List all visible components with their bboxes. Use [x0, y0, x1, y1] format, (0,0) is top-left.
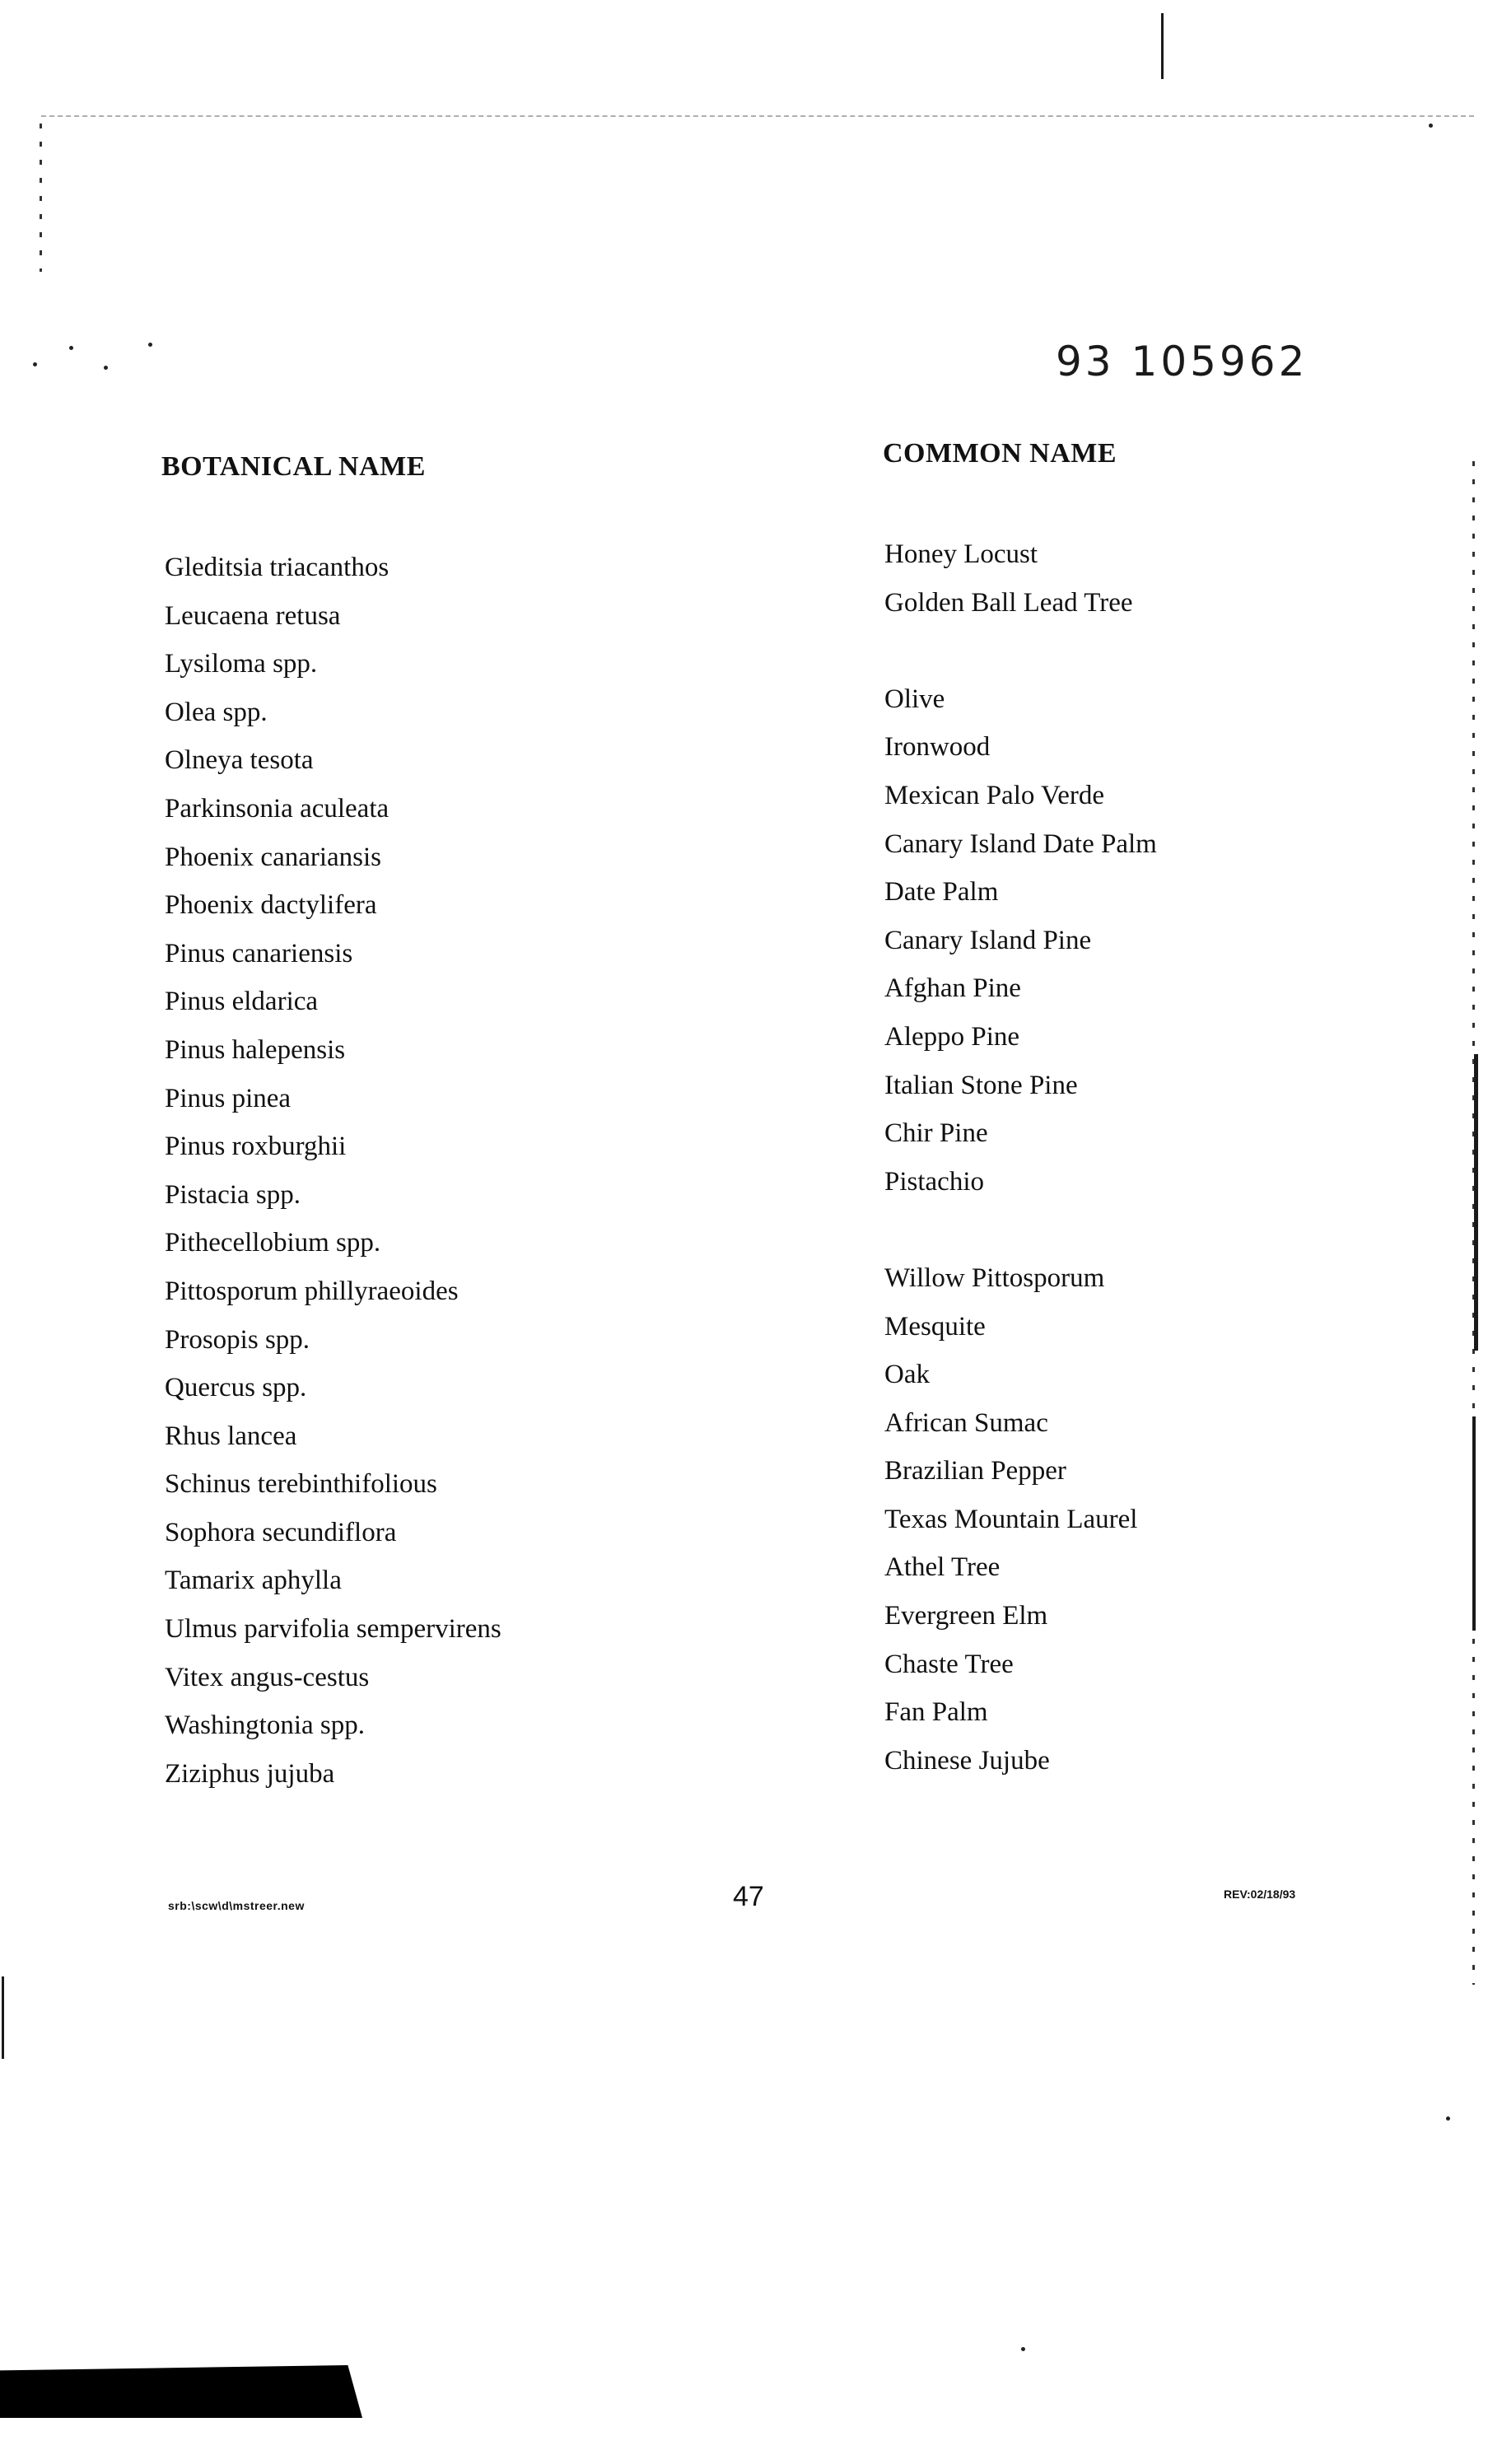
scan-speck — [1021, 2347, 1025, 2351]
common-name-item: Chir Pine — [884, 1118, 988, 1149]
scan-speck — [1446, 2116, 1450, 2121]
botanical-name-item: Leucaena retusa — [165, 600, 341, 631]
botanical-name-item: Ulmus parvifolia sempervirens — [165, 1614, 501, 1645]
botanical-name-item: Pistacia spp. — [165, 1179, 301, 1210]
botanical-name-list — [165, 550, 501, 1804]
scan-artifact-black-bar — [0, 2365, 362, 2418]
botanical-name-item: Pinus halepensis — [165, 1034, 346, 1065]
common-name-item — [884, 1212, 1157, 1261]
botanical-name-item: Tamarix aphylla — [165, 1566, 342, 1596]
footer-revision: REV:02/18/93 — [1224, 1888, 1296, 1901]
botanical-name-item: Parkinsonia aculeata — [165, 793, 389, 824]
botanical-name-item: Pinus canariensis — [165, 938, 353, 968]
common-name-header: COMMON NAME — [883, 438, 1117, 469]
botanical-name-item: Pinus eldarica — [165, 987, 319, 1017]
botanical-name-item: Vitex angus-cestus — [165, 1662, 370, 1692]
botanical-name-item: Lysiloma spp. — [165, 649, 318, 679]
botanical-name-item: Quercus spp. — [165, 1373, 307, 1403]
botanical-name-item: Gleditsia triacanthos — [165, 553, 389, 582]
botanical-name-item: Washingtonia spp. — [165, 1710, 365, 1741]
scan-artifact-left-bottom — [2, 1976, 4, 2059]
scan-artifact-right-bar-2 — [1472, 1416, 1476, 1631]
botanical-name-item: Rhus lancea — [165, 1421, 297, 1451]
scan-artifact-vertical-line — [1161, 13, 1164, 79]
common-name-item: Pistachio — [884, 1166, 984, 1197]
botanical-name-header: BOTANICAL NAME — [161, 451, 426, 482]
common-name-item: Texas Mountain Laurel — [884, 1504, 1138, 1534]
common-name-item: Honey Locust — [884, 539, 1038, 569]
botanical-name-item: Ziziphus jujuba — [165, 1758, 335, 1789]
common-name-list — [884, 537, 1157, 1791]
scan-artifact-right-bar — [1474, 1054, 1478, 1351]
scan-speck — [148, 343, 152, 347]
footer-page-number: 47 — [733, 1881, 764, 1912]
botanical-name-item: Phoenix canariansis — [165, 842, 382, 872]
common-name-item: Chaste Tree — [884, 1649, 1014, 1679]
common-name-item: African Sumac — [884, 1407, 1048, 1438]
scan-speck — [33, 362, 37, 366]
common-name-item: Italian Stone Pine — [884, 1070, 1078, 1100]
common-name-item: Chinese Jujube — [884, 1745, 1050, 1776]
common-name-item: Ironwood — [884, 732, 991, 763]
botanical-name-item: Olea spp. — [165, 697, 268, 727]
common-name-item: Athel Tree — [884, 1552, 1001, 1583]
common-name-item: Mexican Palo Verde — [884, 780, 1104, 810]
botanical-name-item: Schinus terebinthifolious — [165, 1469, 437, 1500]
common-name-item: Mesquite — [884, 1311, 986, 1342]
common-name-item: Afghan Pine — [884, 973, 1021, 1004]
common-name-item: Oak — [884, 1360, 930, 1390]
common-name-item: Fan Palm — [884, 1697, 988, 1728]
common-name-item — [884, 633, 1157, 682]
scan-artifact-left-edge — [40, 124, 42, 272]
document-number: 93 105962 — [1056, 338, 1308, 385]
common-name-item: Date Palm — [884, 877, 999, 908]
footer-file-path: srb:\scw\d\mstreer.new — [168, 1899, 305, 1912]
botanical-name-item: Pittosporum phillyraeoides — [165, 1276, 459, 1306]
botanical-name-item: Pithecellobium spp. — [165, 1228, 381, 1258]
common-name-item: Willow Pittosporum — [884, 1262, 1105, 1293]
scan-speck — [1429, 124, 1433, 128]
common-name-item: Aleppo Pine — [884, 1021, 1020, 1052]
common-name-item: Golden Ball Lead Tree — [884, 587, 1133, 618]
botanical-name-item: Sophora secundiflora — [165, 1517, 397, 1547]
botanical-name-item: Olneya tesota — [165, 745, 314, 776]
common-name-item: Evergreen Elm — [884, 1601, 1048, 1631]
botanical-name-item: Prosopis spp. — [165, 1324, 310, 1355]
common-name-item: Olive — [884, 684, 945, 714]
scan-speck — [69, 346, 73, 350]
common-name-item: Brazilian Pepper — [884, 1456, 1066, 1486]
scan-artifact-dashed-line — [41, 115, 1474, 117]
common-name-item: Canary Island Date Palm — [884, 828, 1157, 859]
botanical-name-item: Pinus pinea — [165, 1083, 292, 1113]
scan-speck — [104, 366, 108, 370]
common-name-item: Canary Island Pine — [884, 925, 1092, 955]
botanical-name-item: Phoenix dactylifera — [165, 890, 377, 921]
botanical-name-item: Pinus roxburghii — [165, 1132, 347, 1162]
